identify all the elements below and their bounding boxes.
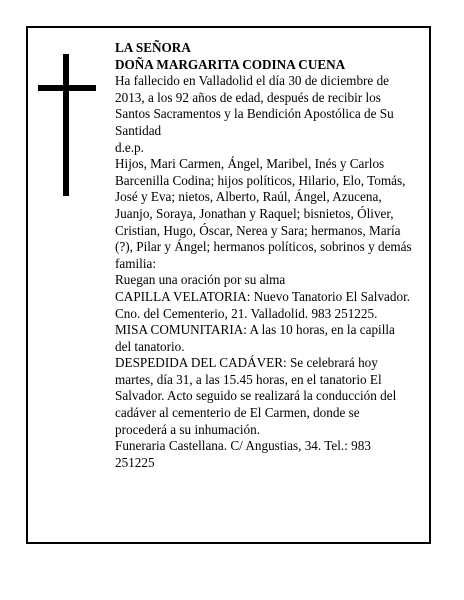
- funeral-home-info: Funeraria Castellana. C/ Angustias, 34. Tel.: 983 251225: [115, 438, 371, 470]
- cross-horizontal-bar: [38, 85, 96, 91]
- dep-text: d.e.p.: [115, 139, 144, 155]
- cross-vertical-bar: [63, 54, 69, 196]
- farewell-info: DESPEDIDA DEL CADÁVER: Se celebrará hoy martes, día 31, a las 15.45 horas, en el tanatorio El Salvador. Acto seguido se realizará la conducción del cadáver al cementerio de El Carmen, donde se procederá a su inhumación.: [115, 355, 397, 437]
- mass-info: MISA COMUNITARIA: A las 10 horas, en la capilla del tanatorio.: [115, 322, 395, 354]
- family-list: Hijos, Mari Carmen, Ángel, Maribel, Inés y Carlos Barcenilla Codina; hijos políticos, Hilario, Elo, Tomás, José y Eva; nietos, Alberto, Raúl, Ángel, Azucena, Juanjo, Soraya, Jonathan y Raquel; bisnietos, Óliver, Cristian, Hugo, Óscar, Nerea y Sara; hermanos, María (?), Pilar y Ángel; hermanos políticos, sobrinos y demás familia:: [115, 156, 412, 271]
- obituary-text: [115, 40, 413, 471]
- deceased-name: DOÑA MARGARITA CODINA CUENA: [115, 56, 346, 72]
- prayer-request: Ruegan una oración por su alma: [115, 272, 286, 288]
- chapel-info: CAPILLA VELATORIA: Nuevo Tanatorio El Salvador. Cno. del Cementerio, 21. Valladolid. 983 251225.: [115, 288, 411, 321]
- title-line-1: LA SEÑORA: [115, 40, 191, 55]
- death-announcement: Ha fallecido en Valladolid el día 30 de diciembre de 2013, a los 92 años de edad, después de recibir los Santos Sacramentos y la Bendición Apostólica de Su Santidad: [115, 73, 394, 138]
